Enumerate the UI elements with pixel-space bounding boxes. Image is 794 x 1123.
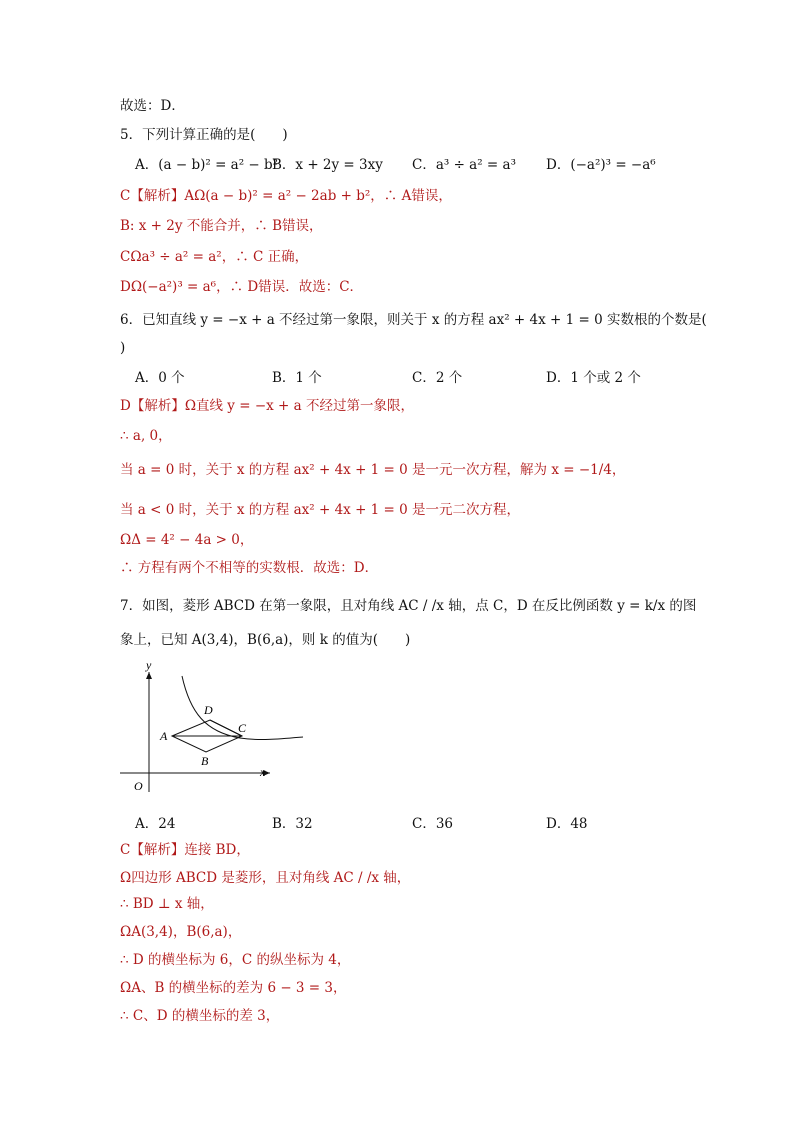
answer-option: C．2 个 [412, 370, 463, 386]
text-line: B: x + 2y 不能合并，∴ B错误， [120, 218, 323, 234]
point-a-label: A [160, 729, 168, 743]
text-line: ΩA(3,4)，B(6,a)， [120, 924, 242, 940]
answer-option: D．(−a²)³ = −a⁶ [546, 157, 656, 173]
text-line: 7．如图，菱形 ABCD 在第一象限，且对角线 AC / /x 轴，点 C，D 在反比例函数 y = k/x 的图 [120, 598, 697, 614]
answer-option: B．32 [272, 816, 313, 832]
text-line: D【解析】Ω直线 y = −x + a 不经过第一象限， [120, 398, 414, 414]
text-line: ∴ D 的横坐标为 6，C 的纵坐标为 4， [120, 952, 351, 968]
text-line: ΩΔ = 4² − 4a > 0， [120, 532, 254, 548]
answer-option: B．1 个 [272, 370, 322, 386]
point-d-label: D [204, 703, 213, 717]
answer-option: D．48 [546, 816, 588, 832]
text-line: 故选：D． [120, 98, 185, 114]
answer-option: A．24 [135, 816, 176, 832]
text-line: ΩA、B 的横坐标的差为 6 − 3 = 3， [120, 980, 347, 996]
answer-option: D．1 个或 2 个 [546, 370, 641, 386]
answer-option: B．x + 2y = 3xy [272, 157, 383, 173]
rhombus-figure [110, 652, 310, 802]
text-line: 6．已知直线 y = −x + a 不经过第一象限，则关于 x 的方程 ax² + 4x + 1 = 0 实数根的个数是( [120, 312, 707, 328]
point-c-label: C [238, 721, 247, 735]
text-line: ∴ 方程有两个不相等的实数根．故选：D． [120, 560, 379, 576]
answer-option: A．(a − b)² = a² − b² [135, 157, 279, 173]
text-line: C【解析】连接 BD， [120, 842, 250, 858]
text-line: ∴ C、D 的横坐标的差 3， [120, 1008, 280, 1024]
text-line: 象上，已知 A(3,4)，B(6,a)，则 k 的值为( ) [120, 632, 411, 648]
text-line: ∴ BD ⊥ x 轴， [120, 896, 214, 912]
text-line: 当 a < 0 时，关于 x 的方程 ax² + 4x + 1 = 0 是一元二次方程， [120, 502, 521, 518]
origin-label: O [134, 779, 143, 793]
x-axis-label: x [260, 765, 266, 779]
text-line: DΩ(−a²)³ = a⁶，∴ D错误．故选：C． [120, 279, 364, 295]
text-line: 当 a = 0 时，关于 x 的方程 ax² + 4x + 1 = 0 是一元一次方程，解为 x = −1/4， [120, 462, 626, 478]
answer-option: C．36 [412, 816, 454, 832]
answer-option: A．0 个 [135, 370, 185, 386]
y-axis-label: y [146, 658, 152, 672]
text-line: CΩa³ ÷ a² = a²，∴ C 正确， [120, 249, 309, 265]
answer-option: C．a³ ÷ a² = a³ [412, 157, 516, 173]
point-b-label: B [201, 754, 209, 768]
text-line: C【解析】AΩ(a − b)² = a² − 2ab + b²，∴ A错误， [120, 188, 452, 204]
text-line: ) [120, 340, 126, 356]
text-line: 5．下列计算正确的是( ) [120, 127, 288, 143]
text-line: Ω四边形 ABCD 是菱形，且对角线 AC / /x 轴， [120, 870, 411, 886]
text-line: ∴ a‚ 0， [120, 428, 172, 444]
